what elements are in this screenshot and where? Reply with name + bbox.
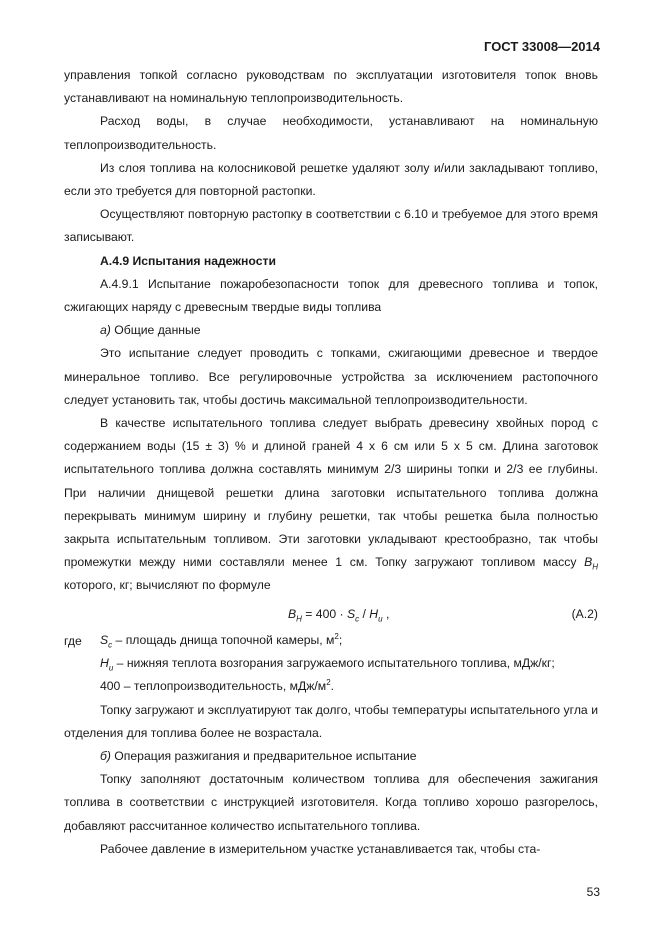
variable-b: В xyxy=(584,555,593,570)
formula-expression xyxy=(288,598,389,630)
formula-var: В xyxy=(288,606,297,621)
where-text: – нижняя теплота возгорания загружаемого испытательного топлива, мДж/кг; xyxy=(113,655,555,670)
subsection-title: Операция разжигания и предварительное испытание xyxy=(110,749,417,764)
where-row xyxy=(64,653,598,673)
formula-var-sub: c xyxy=(355,614,360,624)
variable-b-sub: Н xyxy=(592,562,598,572)
paragraph: Топку заполняют достаточным количеством топлива для обеспечения зажигания топлива в соответствии с инструкцией изготовителя. Когда топливо хорошо разгорелось, добавляют рассчитанное количество испытательного топлива. xyxy=(64,772,598,833)
paragraph: А.4.9.1 Испытание пожаробезопасности топок для древесного топлива и топок, сжигающих наряду с древесным твердые виды топлива xyxy=(64,276,598,315)
paragraph: Топку загружают и эксплуатируют так долго, чтобы температуры испытательного угла и отделения для топлива более не возрастала. xyxy=(64,702,598,740)
paragraph: Рабочее давление в измерительном участке устанавливается так, чтобы ста- xyxy=(100,841,541,856)
formula-text: = 400 · xyxy=(301,606,347,621)
where-text: 400 – теплопроизводительность, мДж/м xyxy=(100,678,327,693)
paragraph: управления топкой согласно руководствам по эксплуатации изготовителя топок вновь устанавливают на номинальную теплопроизводительность. xyxy=(64,68,598,106)
subsection-letter: б) xyxy=(100,749,111,764)
where-var-sub: c xyxy=(108,640,113,650)
paragraph xyxy=(64,412,598,598)
formula-text: , xyxy=(382,606,390,621)
where-var: H xyxy=(100,655,109,670)
section-heading: А.4.9 Испытания надежности xyxy=(100,253,276,268)
formula-number: (А.2) xyxy=(571,606,598,621)
paragraph: Из слоя топлива на колосниковой решетке удаляют золу и/или закладывают топливо, если это требуется для повторной растопки. xyxy=(64,160,598,199)
document-code-header: ГОСТ 33008—2014 xyxy=(484,39,600,54)
where-text: ; xyxy=(338,632,343,647)
where-row xyxy=(64,676,598,696)
formula-a2 xyxy=(64,598,598,630)
where-block xyxy=(64,630,598,696)
subsection-a xyxy=(64,319,598,342)
formula-var: H xyxy=(369,606,379,621)
paragraph-text-end: которого, кг; вычисляют по формуле xyxy=(64,578,271,593)
where-label: где xyxy=(64,633,82,648)
subsection-title: Общие данные xyxy=(110,323,201,338)
paragraph: Расход воды, в случае необходимости, устанавливают на номинальную теплопроизводительность. xyxy=(64,114,598,152)
subsection-b xyxy=(64,745,598,768)
where-text: . xyxy=(330,678,335,693)
where-row xyxy=(64,630,598,650)
formula-var: S xyxy=(346,606,356,621)
where-sup: 2 xyxy=(326,677,331,687)
where-var: S xyxy=(100,632,109,647)
where-var-sub: u xyxy=(108,663,114,673)
formula-text: / xyxy=(359,606,370,621)
subsection-letter: а) xyxy=(100,323,111,338)
formula-var-sub: u xyxy=(378,614,383,624)
where-sup: 2 xyxy=(334,631,339,641)
where-text: – площадь днища топочной камеры, м xyxy=(112,632,335,647)
formula-var-sub: Н xyxy=(296,614,302,624)
document-body xyxy=(64,64,598,861)
paragraph-text: В качестве испытательного топлива следует выбрать древесину хвойных пород с содержанием воды (15 ± 3) % и длиной граней 4 х 6 см или 5 х 5 см. Длина заготовок испытательного топлива должна составлять минимум 2/3 ширины топки и 2/3 ее глубины. При наличии днищевой решетки длина заготовки испытательного топлива должна перекрывать минимум ширину и глубину решетки, так чтобы решетка была полностью закрыта испытательным топливом. Эти заготовки укладывают крестообразно, так чтобы промежутки между ними составляли менее 1 см. Топку загружают топливом массу xyxy=(64,416,598,570)
paragraph: Это испытание следует проводить с топками, сжигающими древесное и твердое минеральное топливо. Все регулировочные устройства за исключением растопочного следует установить так, чтобы достичь максимальной теплопроизводительности. xyxy=(64,346,598,407)
page-number: 53 xyxy=(586,885,600,899)
paragraph: Осуществляют повторную растопку в соответствии с 6.10 и требуемое для этого время записывают. xyxy=(64,207,598,245)
